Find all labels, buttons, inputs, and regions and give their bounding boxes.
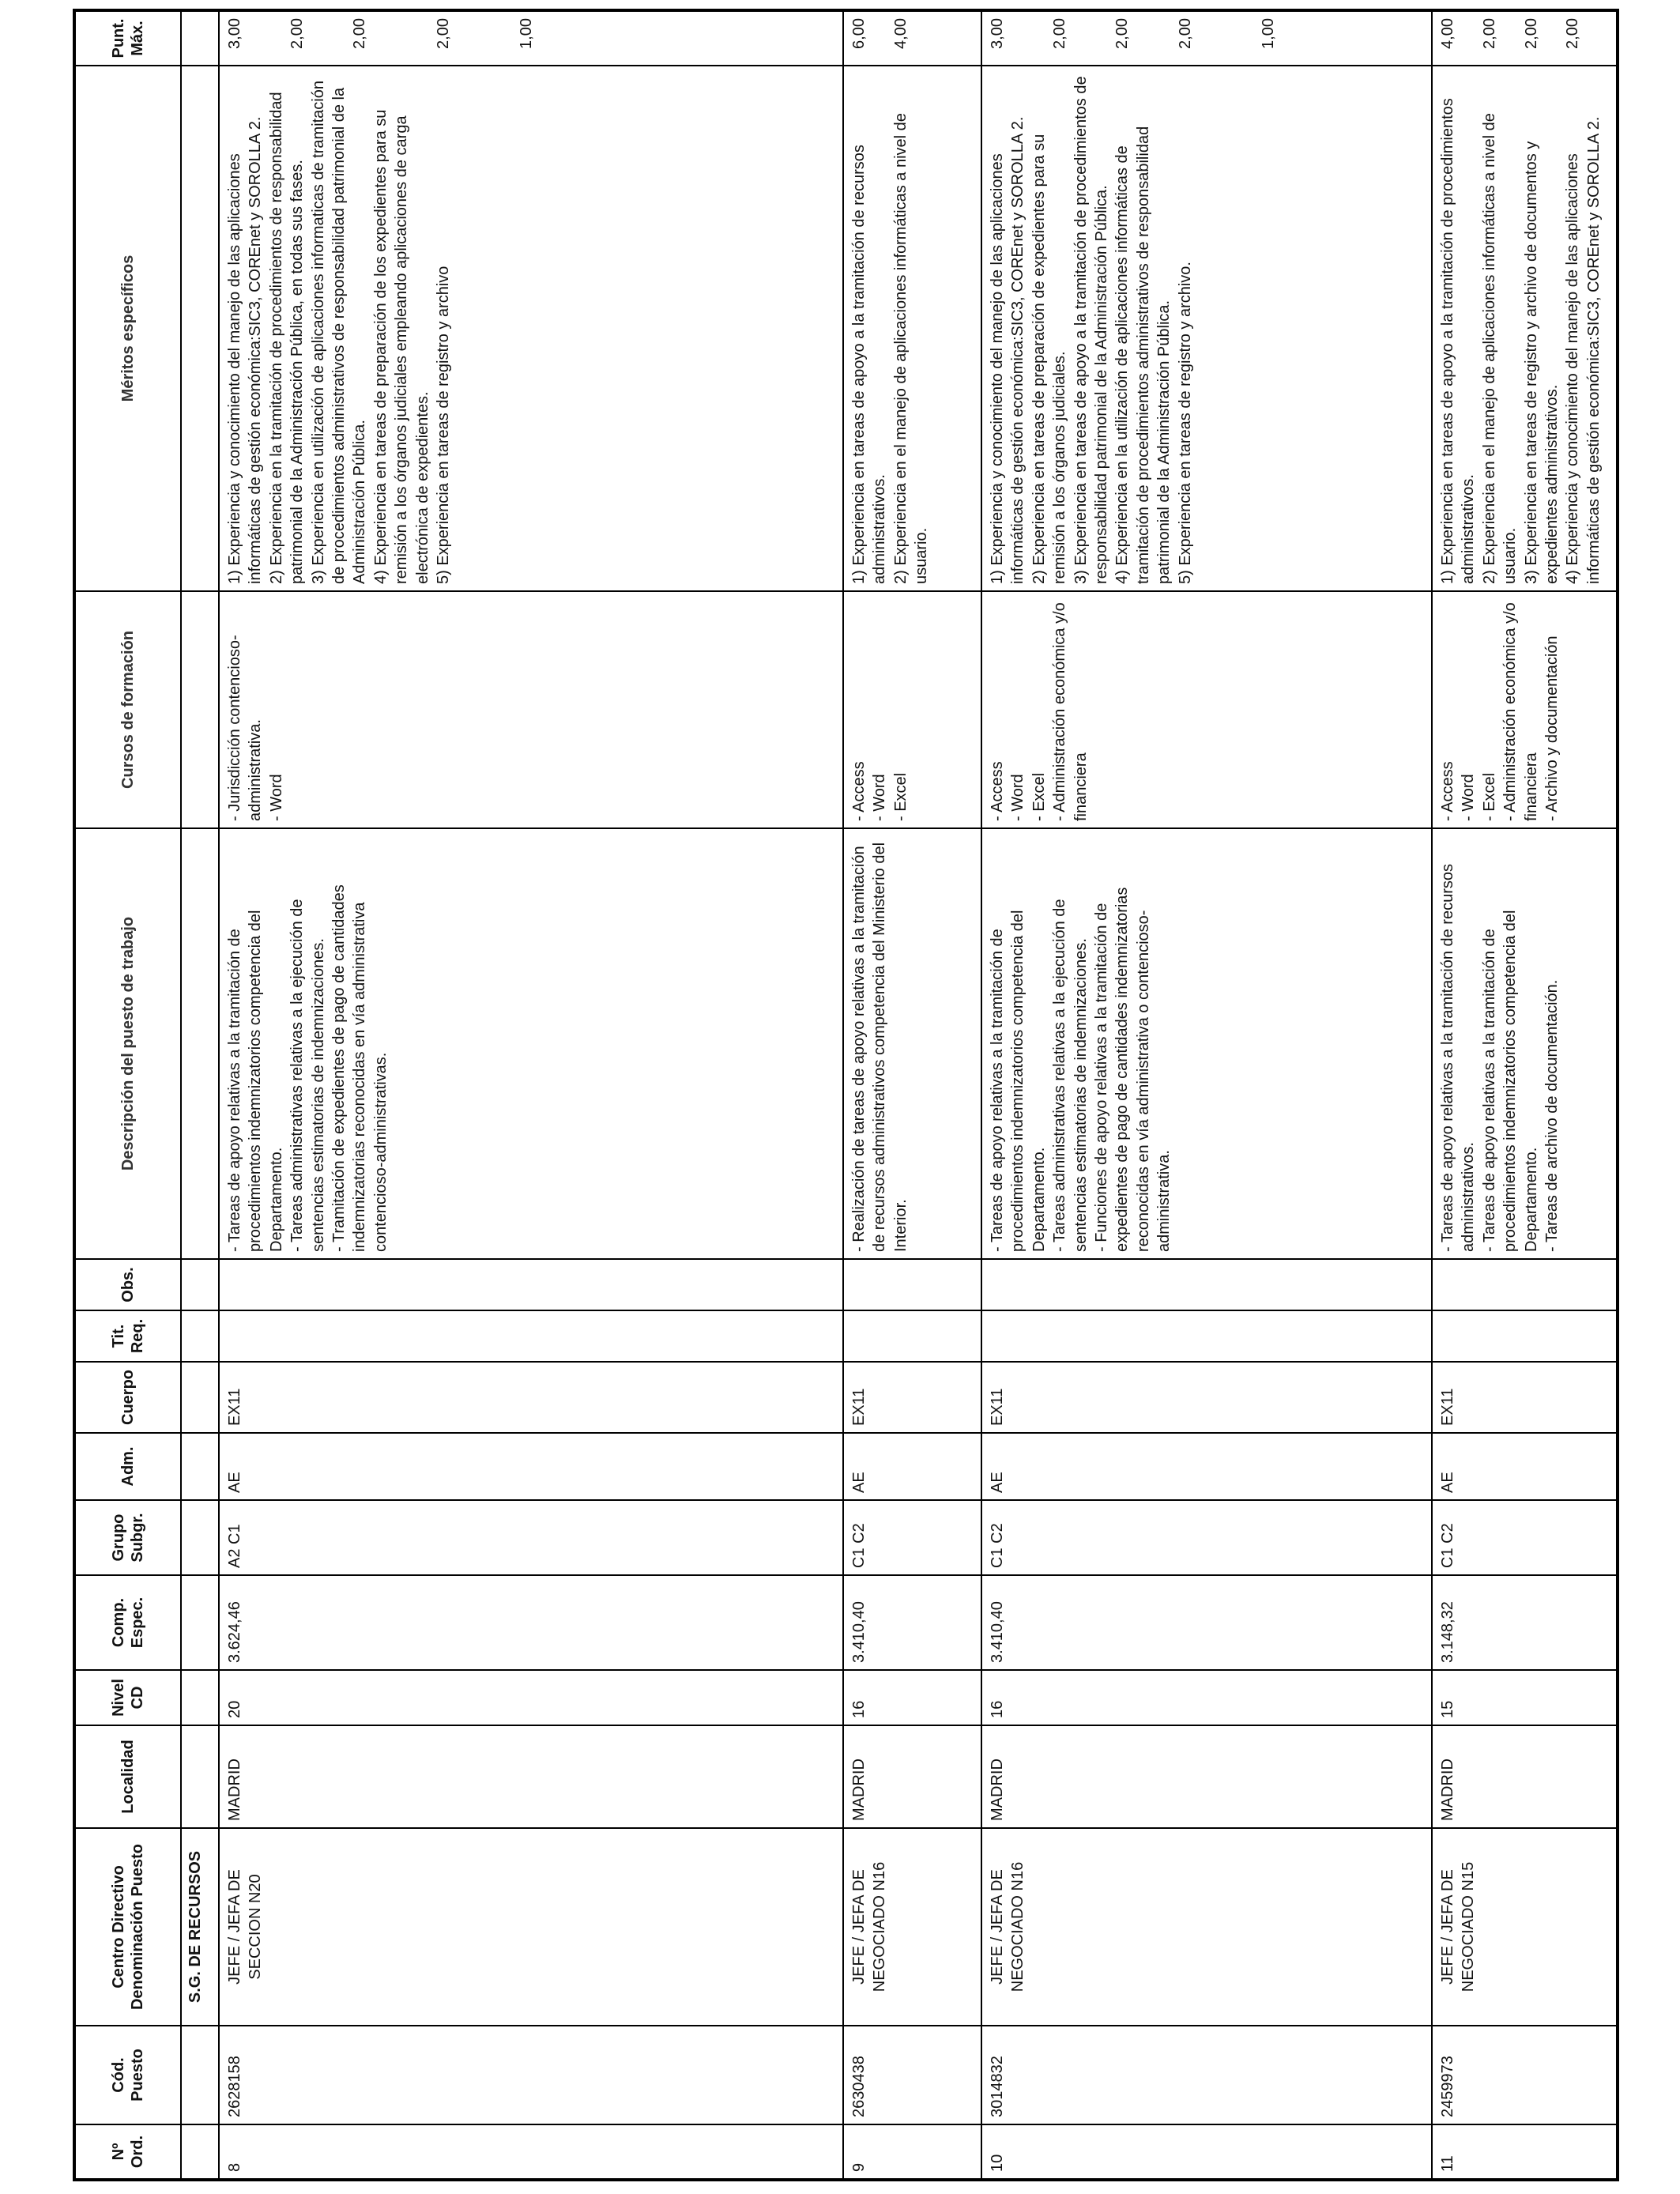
- header-locality: Localidad: [74, 1725, 181, 1828]
- header-row: [74, 10, 181, 2180]
- cell-num: 11: [1432, 2124, 1618, 2180]
- cell-adm: AE: [843, 1433, 981, 1500]
- table-row: [1432, 10, 1618, 2180]
- document-page: [73, 12, 1602, 2181]
- cell-tit: [219, 1310, 843, 1362]
- cell-group: C1 C2: [843, 1500, 981, 1575]
- cell-comp: 3.624,46: [219, 1575, 843, 1670]
- header-num: Nº Ord.: [74, 2124, 181, 2180]
- cell-locality: MADRID: [843, 1725, 981, 1828]
- header-code: Cód. Puesto: [74, 2026, 181, 2124]
- cell-merits: 1) Experiencia y conocimiento del manejo de las aplicaciones informáticas de gestión económica:SIC3, COREnet y SOROLLA 2. 2) Experiencia en la tramitación de procedimientos de responsabilidad patrimonial de la Administración Pública, en todas sus fases. 3) Experiencia en utilización de aplicaciones informaticas de tramitación de procedimientos administrativos de responsabilidad patrimonial de la Administración Pública. 4) Experiencia en tareas de preparación de los expedientes para su remisión a los órganos judiciales empleando aplicaciones de carga electrónica de expedientes. 5) Experiencia en tareas de registro y archivo: [219, 66, 843, 591]
- cell-tit: [981, 1310, 1432, 1362]
- table-row: [843, 10, 981, 2180]
- header-body: Cuerpo: [74, 1362, 181, 1433]
- cell-comp: 3.410,40: [981, 1575, 1432, 1670]
- cell-obs: [219, 1259, 843, 1310]
- cell-obs: [843, 1259, 981, 1310]
- header-obs: Obs.: [74, 1259, 181, 1310]
- header-tit: Tit. Req.: [74, 1310, 181, 1362]
- job-positions-table: [73, 9, 1619, 2181]
- cell-code: 2628158: [219, 2026, 843, 2124]
- table-row: [981, 10, 1432, 2180]
- cell-points: 4,00 2,00 2,00 2,00: [1432, 10, 1618, 66]
- cell-name: JEFE / JEFA DE NEGOCIADO N16: [981, 1828, 1432, 2026]
- cell-num: 10: [981, 2124, 1432, 2180]
- cell-locality: MADRID: [1432, 1725, 1618, 1828]
- cell-level: 16: [843, 1670, 981, 1725]
- table-row: [219, 10, 843, 2180]
- cell-level: 16: [981, 1670, 1432, 1725]
- cell-group: C1 C2: [1432, 1500, 1618, 1575]
- header-merits: Méritos específicos: [74, 66, 181, 591]
- header-center: Centro Directivo Denominación Puesto: [74, 1828, 181, 2026]
- cell-courses: - Access - Word - Excel: [843, 591, 981, 828]
- cell-comp: 3.410,40: [843, 1575, 981, 1670]
- header-adm: Adm.: [74, 1433, 181, 1500]
- cell-name: JEFE / JEFA DE NEGOCIADO N15: [1432, 1828, 1618, 2026]
- cell-obs: [981, 1259, 1432, 1310]
- cell-group: C1 C2: [981, 1500, 1432, 1575]
- cell-desc: - Tareas de apoyo relativas a la tramitación de procedimientos indemnizatorios competencia del Departamento. - Tareas administrativas relativas a la ejecución de sentencias estimatorias de indemnizaciones. - Tramitación de expedientes de pago de cantidades indemnizatorias reconocidas en vía administrativa contencioso-administrativas.: [219, 828, 843, 1259]
- cell-name: JEFE / JEFA DE NEGOCIADO N16: [843, 1828, 981, 2026]
- cell-points: 3,00 2,00 2,00 2,00 1,00: [981, 10, 1432, 66]
- cell-body: EX11: [219, 1362, 843, 1433]
- header-comp: Comp. Espec.: [74, 1575, 181, 1670]
- cell-tit: [843, 1310, 981, 1362]
- cell-body: EX11: [843, 1362, 981, 1433]
- cell-desc: - Tareas de apoyo relativas a la tramitación de recursos administrativos. - Tareas de apoyo relativas a la tramitación de procedimientos indemnizatorios competencia del Departamento. - Tareas de archivo de documentación.: [1432, 828, 1618, 1259]
- cell-locality: MADRID: [219, 1725, 843, 1828]
- cell-courses: - Jurisdicción contencioso-administrativa. - Word: [219, 591, 843, 828]
- header-group: Grupo Subgr.: [74, 1500, 181, 1575]
- cell-code: 2630438: [843, 2026, 981, 2124]
- cell-obs: [1432, 1259, 1618, 1310]
- cell-level: 15: [1432, 1670, 1618, 1725]
- cell-level: 20: [219, 1670, 843, 1725]
- group-row: [181, 10, 219, 2180]
- cell-num: 8: [219, 2124, 843, 2180]
- cell-tit: [1432, 1310, 1618, 1362]
- cell-courses: - Access - Word - Excel - Administración económica y/o financiera: [981, 591, 1432, 828]
- cell-merits: 1) Experiencia en tareas de apoyo a la tramitación de procedimientos administrativos. 2) Experiencia en el manejo de aplicaciones informáticas a nivel de usuario. 3) Experiencia en tareas de registro y archivo de documentos y expedientes administrativos. 4) Experiencia y conocimiento del manejo de las aplicaciones informáticas de gestión económica:SIC3, COREnet y SOROLLA 2.: [1432, 66, 1618, 591]
- cell-num: 9: [843, 2124, 981, 2180]
- cell-code: 3014832: [981, 2026, 1432, 2124]
- cell-code: 2459973: [1432, 2026, 1618, 2124]
- cell-name: JEFE / JEFA DE SECCION N20: [219, 1828, 843, 2026]
- header-points: Punt. Máx.: [74, 10, 181, 66]
- cell-body: EX11: [1432, 1362, 1618, 1433]
- cell-group: A2 C1: [219, 1500, 843, 1575]
- cell-courses: - Access - Word - Excel - Administración económica y/o financiera - Archivo y documentación: [1432, 591, 1618, 828]
- cell-points: 6,00 4,00: [843, 10, 981, 66]
- group-label: S.G. DE RECURSOS: [181, 1828, 219, 2026]
- cell-locality: MADRID: [981, 1725, 1432, 1828]
- cell-desc: - Tareas de apoyo relativas a la tramitación de procedimientos indemnizatorios competencia del Departamento. - Tareas administrativas relativas a la ejecución de sentencias estimatorias de indemnizaciones. - Funciones de apoyo relativas a la tramitación de expedientes de pago de cantidades indemnizatorias reconocidas en vía administrativa o contencioso-administrativa.: [981, 828, 1432, 1259]
- cell-merits: 1) Experiencia en tareas de apoyo a la tramitación de recursos administrativos. 2) Experiencia en el manejo de aplicaciones informáticas a nivel de usuario.: [843, 66, 981, 591]
- header-desc: Descripción del puesto de trabajo: [74, 828, 181, 1259]
- cell-adm: AE: [981, 1433, 1432, 1500]
- cell-desc: - Realización de tareas de apoyo relativas a la tramitación de recursos administrativos competencia del Ministerio del Interior.: [843, 828, 981, 1259]
- cell-points: 3,00 2,00 2,00 2,00 1,00: [219, 10, 843, 66]
- cell-body: EX11: [981, 1362, 1432, 1433]
- cell-adm: AE: [1432, 1433, 1618, 1500]
- header-level: Nivel CD: [74, 1670, 181, 1725]
- cell-merits: 1) Experiencia y conocimiento del manejo de las aplicaciones informáticas de gestión económica:SIC3, COREnet y SOROLLA 2. 2) Experiencia en tareas de preparación de expedientes para su remisión a los órganos judiciales. 3) Experiencia en tareas de apoyo a la tramitación de procedimientos de responsabilidad patrimonial de la Administración Pública. 4) Experiencia en la utilización de aplicaciones informáticas de tramitación de procedimientos administrativos de responsabilidad patrimonial de la Administración Pública. 5) Experiencia en tareas de registro y archivo.: [981, 66, 1432, 591]
- cell-comp: 3.148,32: [1432, 1575, 1618, 1670]
- header-courses: Cursos de formación: [74, 591, 181, 828]
- cell-adm: AE: [219, 1433, 843, 1500]
